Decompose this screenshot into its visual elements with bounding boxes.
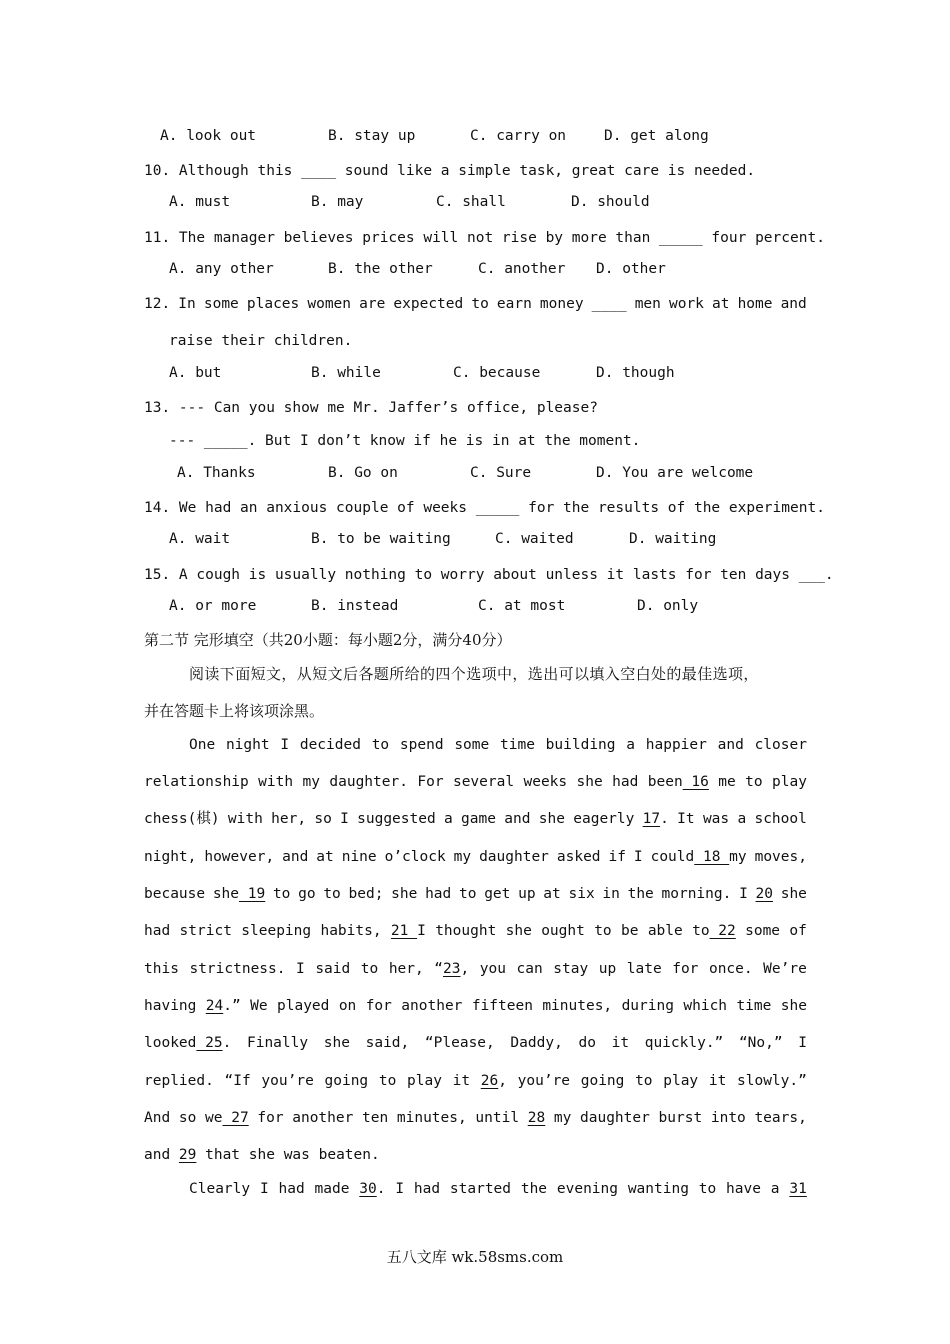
blank-number: 25 <box>196 1035 223 1051</box>
passage-line <box>144 809 807 829</box>
word: she <box>323 1035 350 1051</box>
word: I <box>633 849 643 865</box>
q11-option-a: A. any other <box>169 261 274 277</box>
word: going <box>580 1073 625 1089</box>
word: a <box>626 737 635 753</box>
word: to <box>360 961 379 977</box>
q11-stem: 11. The manager believes prices will not rise by more than _____ four percent. <box>144 230 825 246</box>
word: late <box>626 961 662 977</box>
passage-line <box>144 1071 807 1091</box>
q11-option-b: B. the other <box>328 261 433 277</box>
word: fifteen <box>471 998 533 1014</box>
footer-watermark: 五八文库 wk.58sms.com <box>386 1248 564 1266</box>
q13-option-d: D. You are welcome <box>596 465 754 481</box>
word: and <box>282 849 309 865</box>
word: One <box>189 737 216 753</box>
word: minutes, <box>396 1110 467 1126</box>
blank-number: 16 <box>682 774 709 790</box>
q12-option-c: C. because <box>453 365 541 381</box>
q13-option-b: B. Go on <box>328 465 398 481</box>
word: into <box>710 1110 746 1126</box>
word: started <box>449 1181 512 1197</box>
word: chess(棋) <box>144 811 220 827</box>
word: money <box>539 296 584 312</box>
word: habits, <box>320 923 382 939</box>
q13-line2: --- _____. But I don’t know if he is in at the moment. <box>169 433 641 449</box>
word: so <box>178 1110 197 1126</box>
word: In <box>178 296 196 312</box>
word: strictness. <box>189 961 286 977</box>
word: And <box>144 1110 171 1126</box>
word: to <box>459 886 477 902</box>
q11-option-d: D. other <box>596 261 666 277</box>
word: at <box>316 849 334 865</box>
q12-stem-line2: raise their children. <box>169 333 353 349</box>
word: looked 25. <box>144 1035 232 1051</box>
word: time <box>736 998 772 1014</box>
word: she <box>391 886 418 902</box>
word: some <box>745 923 781 939</box>
word: with <box>227 811 263 827</box>
word: men <box>634 296 661 312</box>
word: because <box>144 886 206 902</box>
q15-option-b: B. instead <box>311 598 399 614</box>
passage-line <box>144 959 807 979</box>
word: able <box>647 923 683 939</box>
word: to <box>635 1073 653 1089</box>
q10-option-c: C. shall <box>436 194 506 210</box>
blank-number: 31 <box>789 1181 807 1197</box>
q9-option-c: C. carry on <box>470 128 567 144</box>
passage-line <box>144 996 807 1016</box>
word: a <box>737 811 747 827</box>
word: going <box>324 1073 369 1089</box>
word: and <box>780 296 807 312</box>
word: had <box>612 774 639 790</box>
q12-stem-line1 <box>144 294 807 314</box>
blank-number: 29 <box>178 1147 197 1163</box>
word: spend <box>399 737 444 753</box>
word: at <box>712 296 730 312</box>
word: my <box>302 774 320 790</box>
q14-option-b: B. to be waiting <box>311 531 451 547</box>
word: relationship <box>144 774 249 790</box>
word: had <box>425 886 452 902</box>
word: 21 I <box>390 923 426 939</box>
word: another <box>401 998 463 1014</box>
word: night <box>225 737 270 753</box>
word: slowly.” <box>737 1073 807 1089</box>
word: to <box>594 923 612 939</box>
word: so <box>314 811 332 827</box>
word: some <box>203 296 239 312</box>
word: home <box>737 296 773 312</box>
word: daughter <box>580 1110 650 1126</box>
word <box>528 1108 545 1128</box>
section-title: 第二节 完形填空（共20小题：每小题2分，满分40分） <box>144 631 512 649</box>
word: strict <box>179 923 232 939</box>
passage-line <box>144 884 807 904</box>
q9-option-d: D. get along <box>604 128 709 144</box>
word: do <box>578 1035 596 1051</box>
word: tears, <box>754 1110 807 1126</box>
word: her, <box>388 961 424 977</box>
blank-number: 19 <box>239 886 266 902</box>
word: “23, <box>434 961 470 977</box>
blank-number: 26 <box>480 1073 499 1089</box>
word: to <box>272 886 291 902</box>
word: daughter. <box>329 774 408 790</box>
word: made <box>314 1181 350 1197</box>
word: I <box>739 886 748 902</box>
word: 24.” <box>205 998 241 1014</box>
word: played <box>277 998 330 1014</box>
q13-option-a: A. Thanks <box>177 465 256 481</box>
word: o’clock <box>384 849 446 865</box>
word: could 18 my <box>650 849 747 865</box>
word: moves, <box>754 849 807 865</box>
word: I <box>798 1035 807 1051</box>
word: this <box>144 961 179 977</box>
word: she <box>576 774 603 790</box>
word: morning. <box>661 886 732 902</box>
word: to <box>745 774 763 790</box>
passage-line <box>144 921 807 941</box>
word: I <box>340 811 349 827</box>
word: it <box>452 1073 471 1089</box>
word: had <box>413 1181 441 1197</box>
word: on <box>338 998 357 1014</box>
word: said, <box>365 1035 410 1051</box>
word: get <box>484 886 511 902</box>
word: are <box>359 296 386 312</box>
word: night, <box>144 849 197 865</box>
passage-line <box>144 1033 807 1053</box>
word: my <box>453 849 472 865</box>
passage-line <box>144 772 807 792</box>
q9-option-b: B. stay up <box>328 128 416 144</box>
section-instruction-line2: 并在答题卡上将该项涂黑。 <box>144 702 325 720</box>
word: We <box>250 998 268 1014</box>
word: having <box>144 998 197 1014</box>
word: said <box>315 961 351 977</box>
blank-number: 22 <box>709 923 736 939</box>
word: she <box>505 923 532 939</box>
word: suggested <box>357 811 436 827</box>
word: a <box>770 1181 780 1197</box>
word: For <box>417 774 444 790</box>
word: until <box>475 1110 520 1126</box>
word: bed; <box>348 886 384 902</box>
word: you’re <box>517 1073 571 1089</box>
q12-option-b: B. while <box>311 365 381 381</box>
word: she <box>780 998 807 1014</box>
q14-stem: 14. We had an anxious couple of weeks _____ for the results of the experiment. <box>144 500 825 516</box>
q10-option-a: A. must <box>169 194 231 210</box>
word: to <box>471 296 489 312</box>
word: weeks <box>523 774 568 790</box>
word: time <box>500 737 535 753</box>
q10-option-d: D. should <box>571 194 650 210</box>
word: which <box>683 998 728 1014</box>
word: to <box>323 886 341 902</box>
blank-number: 21 <box>390 923 418 939</box>
word: and 29 that she was beaten. <box>144 1147 380 1163</box>
word: six <box>568 886 595 902</box>
word: ought <box>541 923 585 939</box>
word: sleeping <box>241 923 312 939</box>
word: 26, <box>480 1073 507 1089</box>
word: it <box>708 1073 727 1089</box>
word: to <box>371 737 390 753</box>
q14-option-c: C. waited <box>495 531 574 547</box>
q10-stem: 10. Although this ____ sound like a simple task, great care is needed. <box>144 163 756 179</box>
q12-option-d: D. though <box>596 365 675 381</box>
word: It <box>677 811 695 827</box>
word: of <box>789 923 807 939</box>
word: the <box>520 1181 548 1197</box>
blank-number: 27 <box>222 1110 249 1126</box>
word: I <box>259 1181 269 1197</box>
word: earn <box>496 296 532 312</box>
blank-number: 23 <box>443 961 461 977</box>
word: women <box>307 296 352 312</box>
blank-number: 28 <box>527 1110 546 1126</box>
word: to 22 <box>692 923 736 939</box>
word: ten <box>362 1110 389 1126</box>
passage-line <box>189 735 807 755</box>
word: if <box>608 849 626 865</box>
word: and <box>504 811 531 827</box>
word: happier <box>645 737 707 753</box>
q15-option-a: A. or more <box>169 598 257 614</box>
word: play <box>663 1073 699 1089</box>
word: closer <box>754 737 807 753</box>
blank-number: 17 <box>642 811 661 827</box>
word: building <box>545 737 616 753</box>
word: the <box>627 886 654 902</box>
word: stay <box>553 961 589 977</box>
word: 30. <box>359 1181 386 1197</box>
word: several <box>452 774 515 790</box>
word: 12. <box>144 296 171 312</box>
word: “No,” <box>738 1035 783 1051</box>
word: play <box>407 1073 442 1089</box>
word: asked <box>556 849 601 865</box>
word: be <box>621 923 639 939</box>
q14-option-d: D. waiting <box>629 531 717 547</box>
passage-line <box>189 1179 807 1199</box>
word: nine <box>341 849 377 865</box>
word: We’re <box>763 961 807 977</box>
word: game <box>461 811 496 827</box>
word: wanting <box>627 1181 689 1197</box>
blank-number: 30 <box>359 1181 377 1197</box>
word: was <box>702 811 730 827</box>
word: eagerly <box>573 811 635 827</box>
word: thought <box>435 923 497 939</box>
blank-number: 18 <box>694 849 730 865</box>
q12-option-a: A. but <box>169 365 222 381</box>
word: her, <box>271 811 307 827</box>
word: with <box>258 774 294 790</box>
passage-line <box>144 1145 380 1165</box>
q14-option-a: A. wait <box>169 531 231 547</box>
word: she <box>538 811 565 827</box>
q15-stem: 15. A cough is usually nothing to worry about unless it lasts for ten days ___. <box>144 567 834 583</box>
word: replied. <box>144 1073 214 1089</box>
word: my <box>553 1110 572 1126</box>
word: a <box>444 811 453 827</box>
word: it <box>611 1035 630 1051</box>
word: at <box>543 886 561 902</box>
q13-option-c: C. Sure <box>470 465 532 481</box>
word: play <box>772 774 807 790</box>
word: you’re <box>261 1073 314 1089</box>
q15-option-c: C. at most <box>478 598 566 614</box>
q13-line1: 13. --- Can you show me Mr. Jaffer’s office, please? <box>144 400 598 416</box>
word: to <box>378 1073 397 1089</box>
word: expected <box>393 296 464 312</box>
word: me <box>718 774 736 790</box>
word: for <box>672 961 699 977</box>
blank-number: 20 <box>755 886 773 902</box>
word: “Please, <box>424 1035 495 1051</box>
word: minutes, <box>542 998 613 1014</box>
word: evening <box>556 1181 618 1197</box>
blank-number: 24 <box>205 998 224 1014</box>
q11-option-c: C. another <box>478 261 566 277</box>
section-instruction-line1: 阅读下面短文，从短文后各题所给的四个选项中，选出可以填入空白处的最佳选项， <box>189 665 759 683</box>
word: 17. <box>642 811 669 827</box>
word: places <box>246 296 300 312</box>
word: another <box>292 1110 354 1126</box>
word: for <box>257 1110 284 1126</box>
word: some <box>454 737 490 753</box>
word: she <box>780 886 807 902</box>
word: can <box>516 961 543 977</box>
word: had <box>144 923 171 939</box>
word: burst <box>658 1110 703 1126</box>
word: I <box>280 737 290 753</box>
q9-option-a: A. look out <box>160 128 257 144</box>
word: we 27 <box>205 1110 249 1126</box>
q10-option-b: B. may <box>311 194 364 210</box>
word: decided <box>299 737 361 753</box>
word: daughter <box>479 849 549 865</box>
word: ____ <box>591 296 627 312</box>
word: she 19 <box>212 886 266 902</box>
word: been 16 <box>647 774 709 790</box>
word: had <box>278 1181 305 1197</box>
word: go <box>298 886 316 902</box>
word: up <box>518 886 536 902</box>
word: Finally <box>246 1035 309 1051</box>
word: to <box>698 1181 717 1197</box>
word <box>756 884 773 904</box>
q15-option-d: D. only <box>637 598 699 614</box>
passage-line <box>144 847 807 867</box>
word: I <box>296 961 305 977</box>
word: you <box>479 961 506 977</box>
word <box>789 1179 806 1199</box>
word: Clearly <box>189 1181 251 1197</box>
word: Daddy, <box>510 1035 563 1051</box>
word: I <box>395 1181 405 1197</box>
word: for <box>365 998 392 1014</box>
word: school <box>754 811 807 827</box>
word: once. <box>708 961 753 977</box>
word: work <box>668 296 704 312</box>
word: have <box>726 1181 761 1197</box>
word: “If <box>224 1073 251 1089</box>
word: up <box>598 961 617 977</box>
word: however, <box>204 849 275 865</box>
word: quickly.” <box>644 1035 724 1051</box>
word: and <box>717 737 744 753</box>
passage-line <box>144 1108 807 1128</box>
word: during <box>621 998 674 1014</box>
word: in <box>602 886 620 902</box>
